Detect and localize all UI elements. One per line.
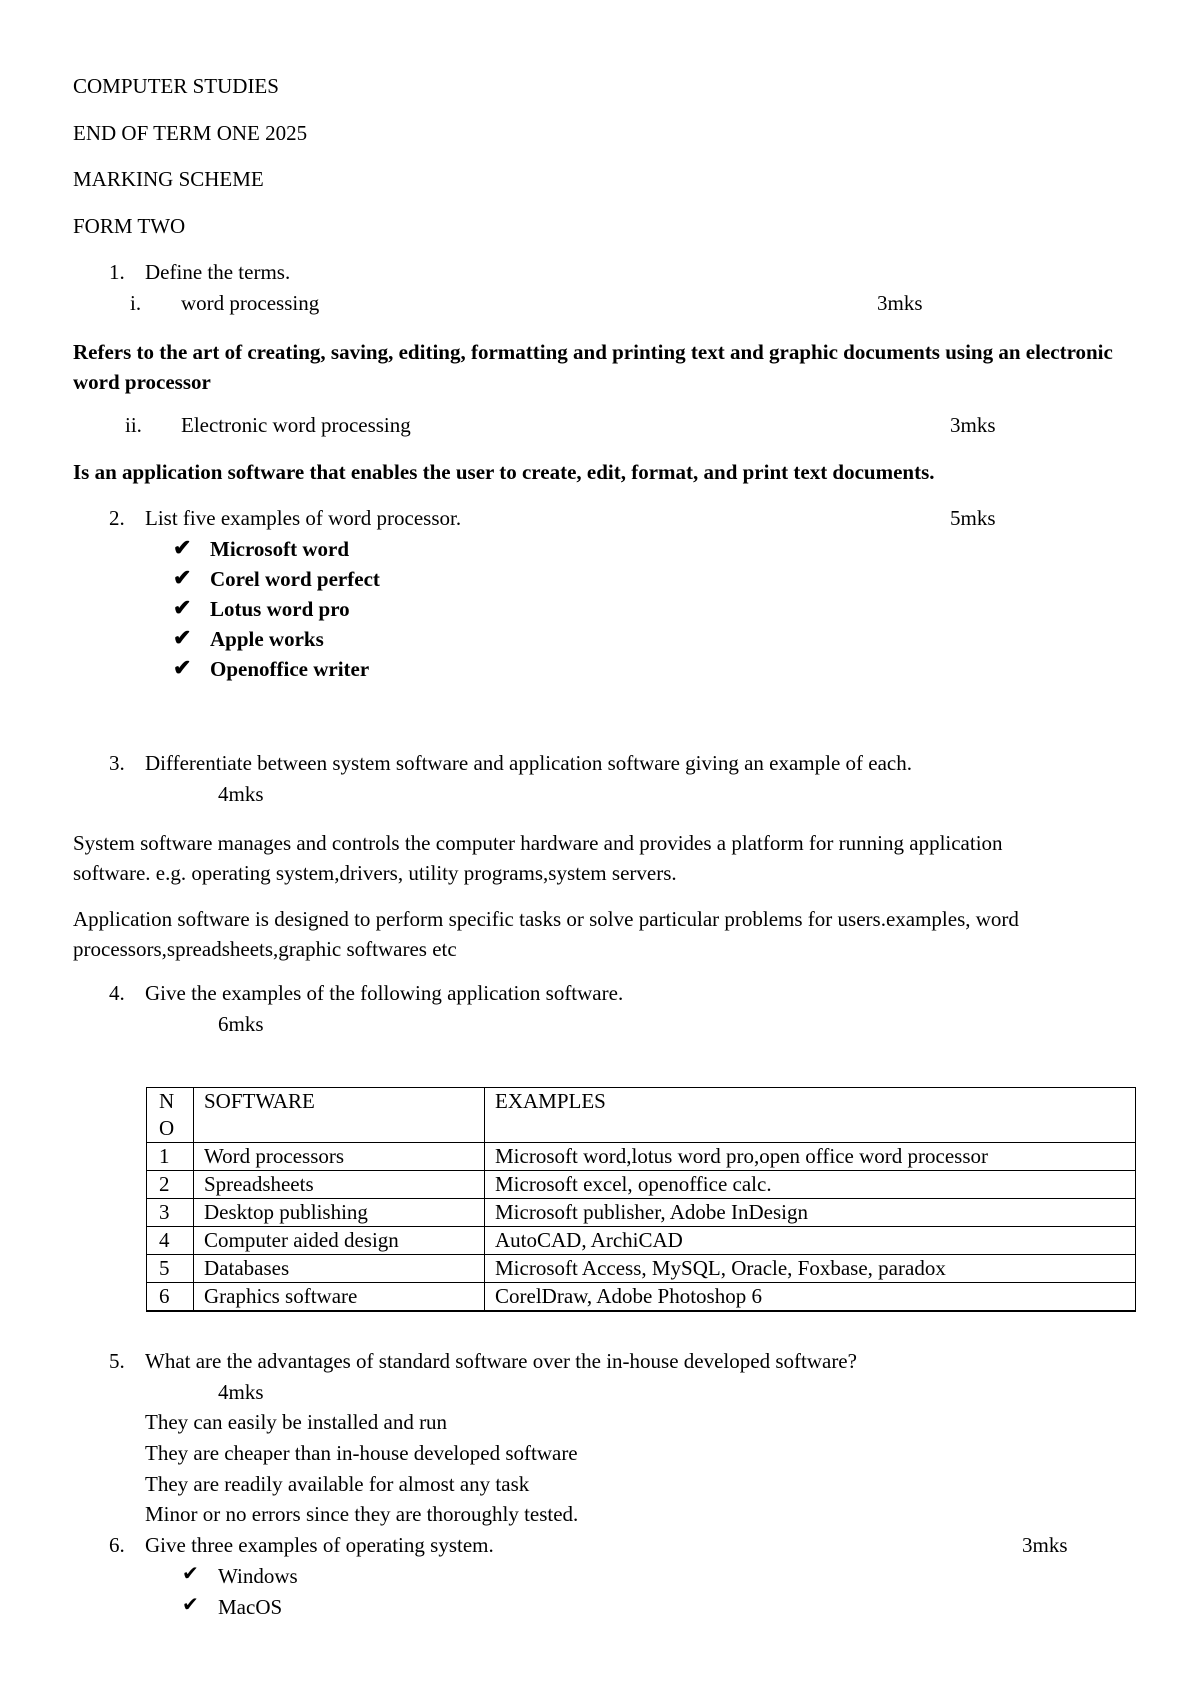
check-icon: ✔ [182, 1563, 199, 1585]
row-no: 1 [147, 1143, 194, 1171]
q4-number: 4. [109, 981, 125, 1005]
check-icon: ✔ [173, 565, 192, 590]
q6-number: 6. [109, 1533, 125, 1557]
q6-text: Give three examples of operating system. [145, 1533, 494, 1557]
q4-marks: 6mks [218, 1012, 264, 1036]
q1-text: Define the terms. [145, 260, 291, 284]
table-row [147, 1283, 1136, 1312]
row-software: Spreadsheets [194, 1171, 485, 1199]
row-no: 3 [147, 1199, 194, 1227]
row-software: Word processors [194, 1143, 485, 1171]
q5-number: 5. [109, 1349, 125, 1373]
check-icon: ✔ [173, 595, 192, 620]
q3-answer-system: System software manages and controls the computer hardware and provides a platform for running application software. e.g. operating system,drivers, utility programs,system servers. [73, 831, 1003, 885]
q5-answer-2: They are cheaper than in-house developed software [145, 1441, 578, 1465]
row-software: Graphics software [194, 1283, 485, 1312]
q3-marks: 4mks [218, 782, 264, 806]
check-icon: ✔ [173, 655, 192, 680]
row-no: 5 [147, 1255, 194, 1283]
q1-part2-number: ii. [125, 413, 142, 437]
table-row [147, 1143, 1136, 1171]
row-examples: Microsoft publisher, Adobe InDesign [485, 1199, 1136, 1227]
q1-number: 1. [109, 260, 125, 284]
q4-text: Give the examples of the following application software. [145, 981, 624, 1005]
table-row [147, 1199, 1136, 1227]
row-software: Databases [194, 1255, 485, 1283]
q3-text: Differentiate between system software and application software giving an example of each. [145, 751, 912, 775]
q2-answer-3: Lotus word pro [210, 597, 350, 621]
row-software: Computer aided design [194, 1227, 485, 1255]
q6-answer-2: MacOS [218, 1595, 283, 1619]
q5-marks: 4mks [218, 1380, 264, 1404]
q6-answer-1: Windows [218, 1564, 298, 1588]
q3-answer-application: Application software is designed to perform specific tasks or solve particular problems for users.examples, word processors,spreadsheets,graphic softwares etc [73, 907, 1019, 961]
q2-marks: 5mks [950, 506, 996, 530]
table-row [147, 1227, 1136, 1255]
q1-part2-text: Electronic word processing [181, 413, 411, 437]
table-row [147, 1171, 1136, 1199]
q1-part2-marks: 3mks [950, 413, 996, 437]
check-icon: ✔ [173, 535, 192, 560]
row-examples: AutoCAD, ArchiCAD [485, 1227, 1136, 1255]
software-examples-table [146, 1087, 1136, 1312]
doc-subject: COMPUTER STUDIES [73, 74, 279, 98]
q2-answer-5: Openoffice writer [210, 657, 370, 681]
q1-part1-text: word processing [181, 291, 320, 315]
q2-answer-4: Apple works [210, 627, 324, 651]
q6-marks: 3mks [1022, 1533, 1068, 1557]
q5-answer-4: Minor or no errors since they are thoroughly tested. [145, 1502, 579, 1526]
table-header-row [147, 1088, 1136, 1143]
row-examples: CorelDraw, Adobe Photoshop 6 [485, 1283, 1136, 1312]
header-software: SOFTWARE [194, 1088, 485, 1143]
q2-answer-1: Microsoft word [210, 537, 349, 561]
q5-answer-3: They are readily available for almost any task [145, 1472, 530, 1496]
row-no: 2 [147, 1171, 194, 1199]
q2-answer-2: Corel word perfect [210, 567, 380, 591]
doc-exam: END OF TERM ONE 2025 [73, 121, 308, 145]
q3-number: 3. [109, 751, 125, 775]
row-examples: Microsoft excel, openoffice calc. [485, 1171, 1136, 1199]
doc-form: FORM TWO [73, 214, 186, 238]
q1-part2-answer: Is an application software that enables the user to create, edit, format, and print text documents. [73, 460, 935, 484]
check-icon: ✔ [182, 1594, 199, 1616]
header-no: NO [147, 1088, 194, 1143]
check-icon: ✔ [173, 625, 192, 650]
header-examples: EXAMPLES [485, 1088, 1136, 1143]
q2-text: List five examples of word processor. [145, 506, 462, 530]
q2-number: 2. [109, 506, 125, 530]
q5-answer-1: They can easily be installed and run [145, 1410, 448, 1434]
row-software: Desktop publishing [194, 1199, 485, 1227]
q5-text: What are the advantages of standard software over the in-house developed software? [145, 1349, 857, 1373]
q1-part1-number: i. [130, 291, 142, 315]
table-row [147, 1255, 1136, 1283]
row-examples: Microsoft Access, MySQL, Oracle, Foxbase, paradox [485, 1255, 1136, 1283]
row-examples: Microsoft word,lotus word pro,open office word processor [485, 1143, 1136, 1171]
q1-part1-answer: Refers to the art of creating, saving, editing, formatting and printing text and graphic documents using an electronic word processor [73, 340, 1113, 394]
q1-part1-marks: 3mks [877, 291, 923, 315]
row-no: 4 [147, 1227, 194, 1255]
row-no: 6 [147, 1283, 194, 1312]
doc-type: MARKING SCHEME [73, 167, 264, 191]
